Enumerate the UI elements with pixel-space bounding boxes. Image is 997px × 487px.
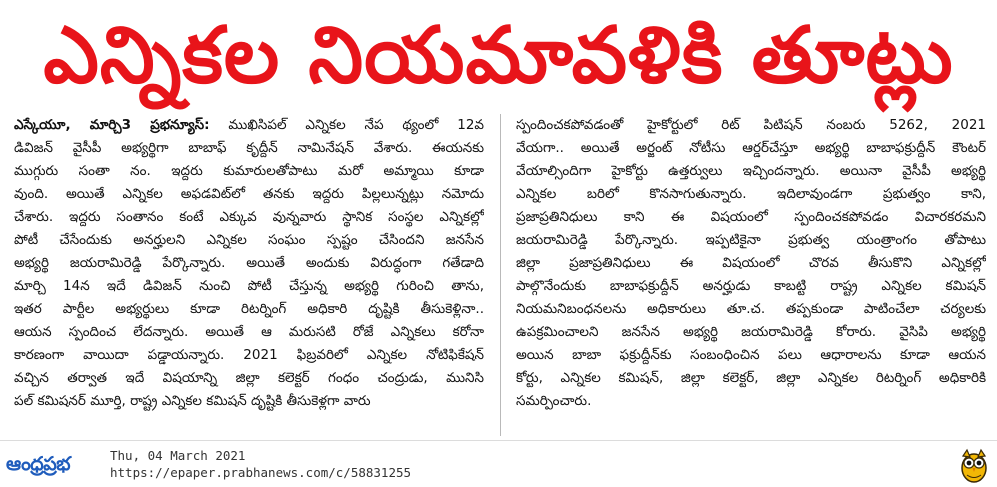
article-line: జయరామిరెడ్డి పేర్కొన్నారు. ఇప్పటికైనా ప్రభుత్వ యంత్రాంగం తోపాటు <box>516 232 986 248</box>
article-line: ఆయన స్పందించ లేదన్నారు. అయితే ఆ మరుసటి రోజే ఎన్నికలు కరోనా <box>14 324 484 340</box>
newspaper-logo[interactable]: ఆంధ్రప్రభ <box>6 453 70 475</box>
article-line: వేయాల్సిందిగా హైకోర్టు ఉత్తర్వులు ఇచ్చిందన్నారు. అయినా వైసీపీ అభ్యర్థి <box>516 163 986 179</box>
article-line: సమర్పించారు. <box>516 393 592 409</box>
clip-date: Thu, 04 March 2021 <box>110 448 246 463</box>
article-line: అయిన బాబా ఫక్రుద్దీన్‌కు సంబంధించిన పలు ఆధారాలను కూడా ఆయన <box>516 347 986 363</box>
article-line: అభ్యర్థి జయరామిరెడ్డి పేర్కొన్నారు. అయితే అందుకు విరుద్ధంగా గతేడాది <box>14 255 484 271</box>
clip-url[interactable]: https://epaper.prabhanews.com/c/58831255 <box>110 465 412 480</box>
article-line: పాల్గొనేందుకు బాబాఫక్రుద్దీన్ అనర్హుడు కాబట్టి రాష్ట్ర ఎన్నికల కమిషన్ <box>516 278 986 294</box>
epaper-footer <box>0 440 997 487</box>
article-line: ఇతర పార్టీల అభ్యర్థులు కూడా రిటర్నింగ్ అధికారి దృష్టికి తీసుకెళ్లినా.. <box>14 301 484 317</box>
article-line <box>14 114 484 137</box>
article-column-right <box>516 114 986 436</box>
article-line: వచ్చిన తర్వాత ఇదే విషయాన్ని జిల్లా కలెక్టర్ గంధం చంద్రుడు, మునిసి <box>14 370 484 386</box>
article-line: ఎన్నికల బరిలో కొనసాగుతున్నారు. ఇదిలావుండగా ప్రభుత్వం కాని, <box>516 186 986 202</box>
article-line: వేయగా.. అయితే అర్జంట్ నోటీసు ఆర్డర్‌చేస్తూ అభ్యర్థి బాబాఫక్రుద్దీన్ కౌంటర్ <box>516 140 986 156</box>
article-body <box>14 114 986 436</box>
owl-icon <box>959 447 989 483</box>
article-line: ముగ్గురు సంతా నం. ఇద్దరు కుమారులతోపాటు మరో అమ్మాయి కూడా <box>14 163 484 179</box>
article-line: నియమనిబంధనలను అధికారులు తూ.చ. తప్పకుండా పాటించేలా చర్యలకు <box>516 301 986 317</box>
article-line: డివిజన్ వైసీపీ అభ్యర్థిగా బాబాఫ్ కృద్దీన్ నామినేషన్ వేశారు. ఈయనకు <box>14 140 484 156</box>
article-line: స్పందించకపోవడంతో హైకోర్టులో రిట్ పిటిషన్ నంబరు 5262, 2021 <box>516 117 986 133</box>
article-line: చేశారు. ఇద్దరు సంతానం కంటే ఎక్కువ వున్నవారు స్థానిక సంస్థల ఎన్నికల్లో <box>14 209 484 225</box>
article-line: పల్ కమిషనర్ మూర్తి, రాష్ట్ర ఎన్నికల కమిషన్ దృష్టికి తీసుకెళ్లగా వారు <box>14 393 371 409</box>
article-line: కోర్టు, ఎన్నికల కమిషన్, జిల్లా కలెక్టర్, జిల్లా ఎన్నికల రిటర్నింగ్ అధికారికి <box>516 370 986 386</box>
article-line: జిల్లా ప్రజాప్రతినిధులు ఈ విషయంలో చొరవ తీసుకొని ఎన్నికల్లో <box>516 255 986 271</box>
article-line-text: ముఖిసిపల్ ఎన్నికల నేప థ్యంలో 12వ <box>228 117 484 133</box>
article-line: వుంది. అయితే ఎన్నికల అఫడవిట్‌లో తనకు ఇద్దరు పిల్లలున్నట్లు నమోదు <box>14 186 484 202</box>
article-line: పోటీ చేసేందుకు అనర్హులని ఎన్నికల సంఘం స్పష్టం చేసిందని జనసేన <box>14 232 484 248</box>
article-line: మార్చి 14న ఇదే డివిజన్ నుంచి పోటీ చేస్తున్న అభ్యర్థి గురించి తాను, <box>14 278 484 294</box>
article-line: కారణంగా వాయిదా పడ్డాయన్నారు. 2021 ఫిబ్రవరిలో ఎన్నికల నోటిఫికేషన్ <box>14 347 484 363</box>
article-line: ప్రజాప్రతినిధులు కాని ఈ విషయంలో స్పందించకపోవడం విచారకరమని <box>516 209 986 225</box>
article-column-left <box>14 114 484 436</box>
headline: ఎన్నికల నియమావళికి తూట్లు <box>43 11 954 101</box>
article-line: ఉపక్రమించాలని జనసేన అభ్యర్థి జయరామిరెడ్డి కోరారు. వైసిపి అభ్యర్థి <box>516 324 986 340</box>
dateline: ఎస్కేయూ, మార్చి3 ప్రభన్యూస్: <box>14 117 210 133</box>
column-divider <box>500 114 501 436</box>
clip-meta <box>110 447 411 481</box>
